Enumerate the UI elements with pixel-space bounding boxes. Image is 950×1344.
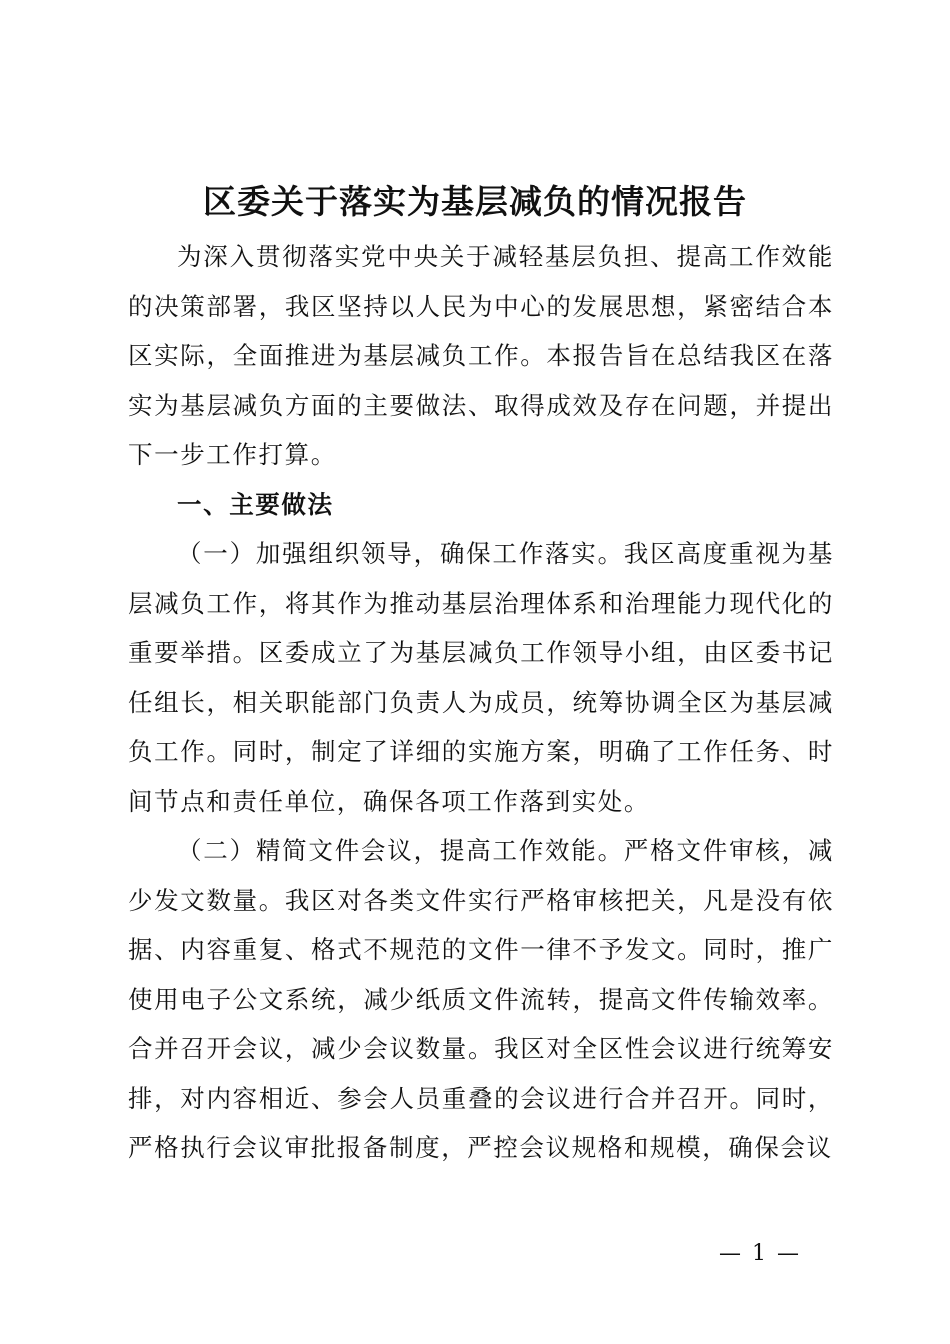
section-heading-main-practices: 一、主要做法: [177, 489, 334, 519]
document-title: 区委关于落实为基层减负的情况报告: [203, 182, 747, 221]
intro-paragraph: 为深入贯彻落实党中央关于减轻基层负担、提高工作效能的决策部署，我区坚持以人民为中心的发展思想，紧密结合本区实际，全面推进为基层减负工作。本报告旨在总结我区在落实为基层减负方面的主要做法、取得成效及存在问题，并提出下一步工作打算。: [128, 242, 834, 469]
item-paragraph-1: （一）加强组织领导，确保工作落实。我区高度重视为基层减负工作，将其作为推动基层治理体系和治理能力现代化的重要举措。区委成立了为基层减负工作领导小组，由区委书记任组长，相关职能部门负责人为成员，统筹协调全区为基层减负工作。同时，制定了详细的实施方案，明确了工作任务、时间节点和责任单位，确保各项工作落到实处。: [128, 539, 834, 816]
document-body: [128, 232, 834, 1173]
page-number: — 1 —: [719, 1241, 801, 1266]
item-paragraph-2: （二）精简文件会议，提高工作效能。严格文件审核，减少发文数量。我区对各类文件实行严格审核把关，凡是没有依据、内容重复、格式不规范的文件一律不予发文。同时，推广使用电子公文系统，减少纸质文件流转，提高文件传输效率。合并召开会议，减少会议数量。我区对全区性会议进行统筹安排，对内容相近、参会人员重叠的会议进行合并召开。同时，严格执行会议审批报备制度，严控会议规格和规模，确保会议: [128, 836, 834, 1162]
